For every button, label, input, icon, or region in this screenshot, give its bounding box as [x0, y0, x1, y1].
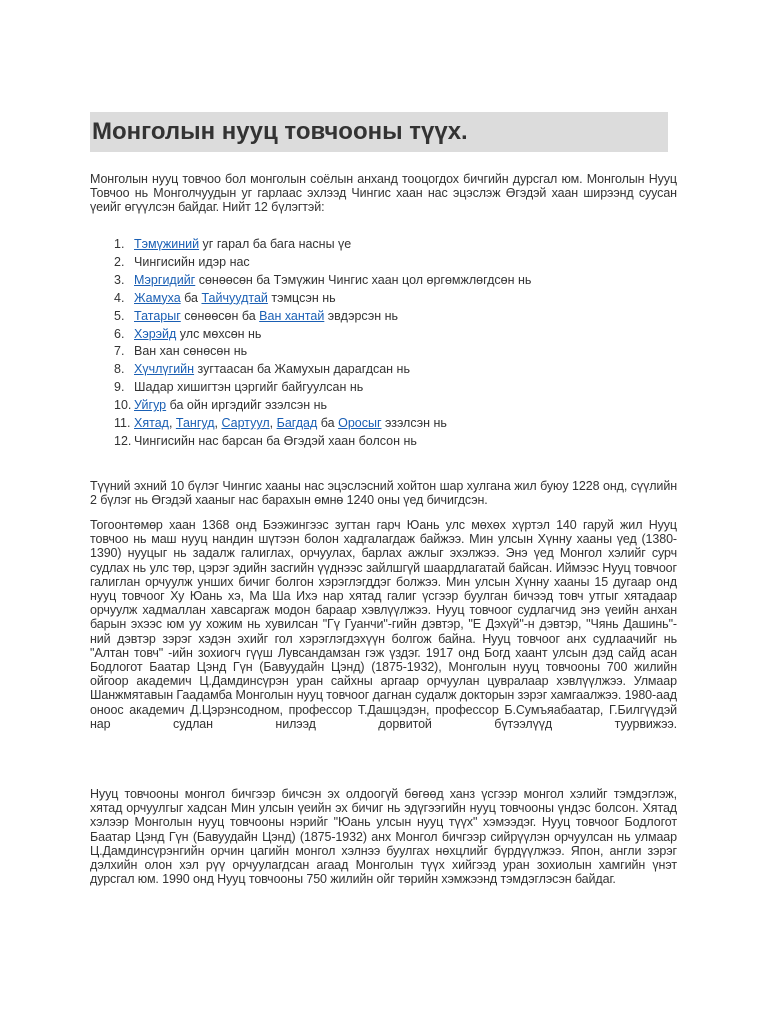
chapter-text: Шадар хишигтэн цэргийг байгуулсан нь	[134, 380, 364, 395]
chapter-link[interactable]: Тэмүжиний	[134, 237, 200, 251]
chapter-item	[90, 379, 670, 397]
chapter-text: уг гарал ба бага насны үе	[199, 237, 352, 251]
chapter-text: ,	[269, 416, 277, 431]
chapter-text: Чингисийн идэр нас	[134, 254, 250, 269]
chapter-number: 8.	[114, 362, 125, 377]
chapter-number: 3.	[114, 272, 125, 287]
chapter-link[interactable]: Татарыг	[134, 308, 181, 323]
paragraph-history: Тогоонтөмөр хаан 1368 онд Бээжингээс зугтан гарч Юань улс мөхөх хүртэл 140 гаруй жил Нууц товчоо нь маш нууц нандин шүтээн болон хадгалагдаж байжээ. Мин улсын Хүнну хааны үед (1380-1390) нууцыг нь задалж галиглах, орчуулах, барлах ажлыг эхэлжээ. Энэ үед Монгол хэлийг сурч судлах нь улс төр, цэрэг эдийн засгийн үүднээс зайлшгүй шаардлагатай байсан. Иймээс Нууц товчоог галиглан орчуулж унших бичиг болгон хэрэглэгддэг болжээ. Мин улсын Хүнну хааны 15 дугаар онд нууц товчоог Ху Юань хэ, Ма Ша Ихэ нар хятад галиг үсгээр буулган бичээд товч утгыг хятадаар орчуулж хадмаллан хавсаргаж модон бараар хэвлүүлжээ. Нууц товчоог судлагчид энэ үеийн анхан барын эхээс юм уу хожим нь хувилсан "Гү Гуанчи"-гийн дэвтэр, "Е Дэхүй"-н дэвтэр, "Чянь Дашинь"-ний дэвтэр зэрэг хэдэн эхийг гол хэрэглэгдэхүүн болгож байна. Нууц товчоог анх судлаачийг нь "Алтан товч" -ийн зохиогч гүүш Лувсандамзан гэж үздэг. 1917 онд Богд хаант улсын дэд сайд асан Бодлогот Баатар Цэнд Гүн (Бавуудайн Цэнд) (1875-1932), Монголын нууц товчооны 700 жилийн ойгоор академич Ц.Дамдинсүрэн уран сайхны аргаар орчуулан цувралаар хэвлүүлжээ. Улмаар Шанжмятавын Гаадамба Монголын нууц товчоог дагнан судалж докторын зэрэг хамгаалжээ. 1980-аад оноос академич Д.Цэрэнсодном, профессор Т.Дашцэдэн, профессор Б.Сумъяабаатар, Г.Билгүүдэй нар судлан нилээд дорвитой бүтээлүүд туурвижээ.	[90, 518, 677, 731]
chapter-item	[90, 415, 670, 433]
chapter-link[interactable]: Багдад	[276, 416, 318, 431]
chapter-item	[90, 343, 670, 361]
chapter-link[interactable]: Ван хантай	[259, 308, 325, 323]
intro-paragraph: Монголын нууц товчоо бол монголын соёлын анханд тооцогдох бичгийн дурсгал юм. Монголын Нууц Товчоо нь Монголчуудын уг гарлаас эхлээд Чингис хаан нас эцэслэж Өгэдэй хаан ширээнд суусан үеийг өгүүлсэн байдаг. Нийт 12 бүлэгтэй:	[90, 172, 677, 215]
chapter-number: 4.	[114, 290, 125, 305]
chapter-text: Чингисийн нас барсан ба Өгэдэй хаан болсон нь	[134, 433, 417, 448]
chapter-item	[90, 254, 670, 272]
chapter-item	[90, 397, 670, 415]
chapter-text: тэмцсэн нь	[267, 290, 336, 305]
chapter-number: 2.	[114, 254, 125, 269]
chapter-item	[90, 290, 670, 308]
chapter-text: ба ойн иргэдийг эзэлсэн нь	[166, 398, 328, 413]
chapter-link[interactable]: Хэрэйд	[134, 326, 177, 341]
chapter-item	[90, 326, 670, 344]
chapter-text: ба	[317, 416, 339, 431]
chapter-text: Ван хан сөнөсөн нь	[134, 344, 248, 359]
chapter-link[interactable]: Сартуул	[221, 416, 270, 431]
chapter-number: 11.	[114, 416, 131, 431]
chapter-link[interactable]: Тайчуудтай	[201, 290, 268, 305]
chapter-number: 6.	[114, 326, 125, 341]
chapter-item	[90, 308, 670, 326]
chapter-link[interactable]: Хятад	[134, 416, 169, 431]
page-title: Монголын нууц товчооны түүх.	[90, 112, 668, 152]
chapter-number: 5.	[114, 308, 125, 323]
chapter-text: эзэлсэн нь	[381, 416, 447, 431]
chapter-number: 12.	[114, 433, 132, 448]
paragraph-sources: Нууц товчооны монгол бичгээр бичсэн эх олдоогүй бөгөөд ханз үсгээр монгол хэлийг тэмдэглэж, хятад орчуулгыг хадсан Мин улсын үеийн эх бичиг нь эдүгээгийн нууц товчооны үндэс болсон. Хятад хэлээр Монголын нууц товчооны нэрийг "Юань улсын нууц түүх" хэмээдэг. Нууц товчоог Бодлогот Баатар Цэнд Гүн (Бавуудайн Цэнд) (1875-1932) анх Монгол бичгээр сийрүүлэн орчуулсан нь улмаар Ц.Дамдинсүрэнгийн орчин цагийн монгол хэлнээ буулгах нөхцлийг бүрдүүлжээ. Япон, англи зэрэг дэлхийн олон хэл рүү орчуулагдсан агаад Монголын түүх хийгээд уран зохиолын хамгийн үнэт дурсгал юм. 1990 онд Нууц товчооны 750 жилийн ойг төрийн хэмжээнд тэмдэглэсэн байдаг.	[90, 787, 677, 887]
chapter-item	[90, 236, 670, 254]
chapter-text: улс мөхсөн нь	[176, 326, 262, 341]
chapter-text: ,	[168, 416, 176, 431]
chapter-link[interactable]: Тангуд	[175, 416, 215, 431]
chapter-number: 10.	[114, 398, 132, 413]
chapter-link[interactable]: Хүчлүгийн	[134, 362, 195, 377]
paragraph-dates: Түүний эхний 10 бүлэг Чингис хааны нас эцэслэсний хойтон шар хулгана жил буюу 1228 онд, сүүлийн 2 бүлэг нь Өгэдэй хааныг нас барахын өмнө 1240 оны үед бичигдсэн.	[90, 479, 677, 508]
chapter-item	[90, 272, 670, 290]
chapter-item	[90, 361, 670, 379]
chapter-number: 1.	[114, 237, 125, 251]
chapter-list	[90, 236, 670, 451]
chapter-link[interactable]: Оросыг	[338, 416, 382, 431]
chapter-text: зугтаасан ба Жамухын дарагдсан нь	[194, 362, 410, 377]
chapter-item	[90, 433, 670, 451]
chapter-link[interactable]: Уйгур	[134, 398, 167, 413]
chapter-number: 9.	[114, 380, 125, 395]
chapter-text: эвдэрсэн нь	[324, 308, 398, 323]
chapter-text: сөнөөсөн ба	[180, 308, 260, 323]
chapter-text: ,	[214, 416, 222, 431]
chapter-number: 7.	[114, 344, 125, 359]
chapter-link[interactable]: Мэргидийг	[134, 272, 196, 287]
chapter-text: сөнөөсөн ба Тэмүжин Чингис хаан цол өргөмжлөгдсөн нь	[195, 272, 532, 287]
chapter-text: ба	[180, 290, 202, 305]
chapter-link[interactable]: Жамуха	[134, 290, 181, 305]
